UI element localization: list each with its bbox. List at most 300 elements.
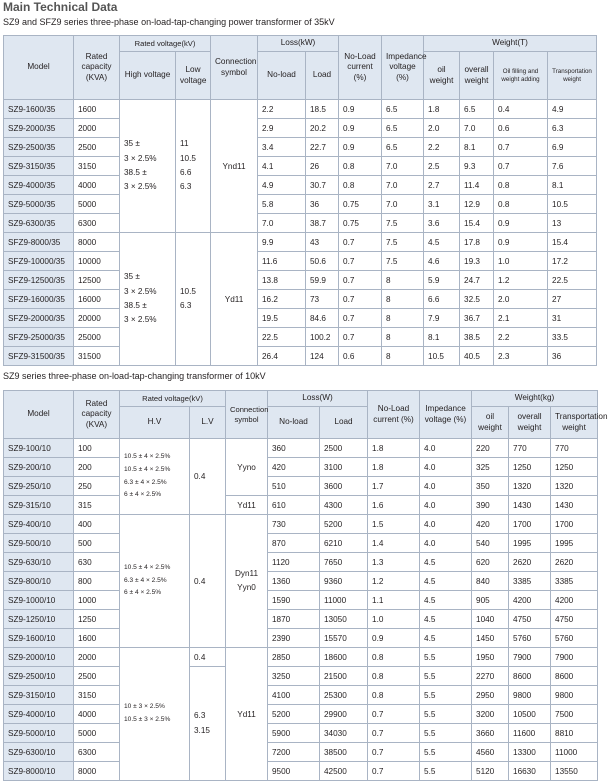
no-load-loss-cell: 2850 [268, 648, 320, 667]
impedance-voltage-cell: 4.5 [420, 591, 472, 610]
overall-weight-cell: 4200 [509, 591, 551, 610]
overall-weight-cell: 24.7 [460, 271, 494, 290]
load-loss-cell: 38500 [320, 743, 368, 762]
transport-weight-cell: 8810 [551, 724, 598, 743]
impedance-voltage-cell: 5.5 [420, 762, 472, 781]
cell-line: 6.6 [180, 168, 192, 177]
capacity-cell: 315 [74, 496, 120, 515]
transport-weight-cell: 770 [551, 439, 598, 458]
header-no-load: No-load [268, 407, 320, 439]
oil-filling-cell: 0.8 [494, 195, 548, 214]
oil-weight-cell: 1950 [472, 648, 509, 667]
table-row [4, 648, 598, 667]
model-cell: SZ9-315/10 [4, 496, 74, 515]
no-load-loss-cell: 730 [268, 515, 320, 534]
capacity-cell: 5000 [74, 724, 120, 743]
header-connection-symbol: Connection symbol [211, 36, 258, 100]
transport-weight-cell: 2620 [551, 553, 598, 572]
no-load-loss-cell: 9.9 [258, 233, 306, 252]
capacity-cell: 1600 [74, 629, 120, 648]
table-row [4, 252, 597, 271]
no-load-loss-cell: 26.4 [258, 347, 306, 366]
table-row [4, 477, 598, 496]
capacity-cell: 6300 [74, 214, 120, 233]
no-load-current-cell: 0.7 [339, 233, 382, 252]
overall-weight-cell: 12.9 [460, 195, 494, 214]
table1-caption: SZ9 and SFZ9 series three-phase on-load-tap-changing power transformer of 35kV [3, 17, 335, 27]
impedance-voltage-cell: 4.0 [420, 515, 472, 534]
capacity-cell: 4000 [74, 176, 120, 195]
model-cell: SZ9-400/10 [4, 515, 74, 534]
oil-weight-cell: 905 [472, 591, 509, 610]
header-transport-weight: Transportation weight [551, 407, 598, 439]
overall-weight-cell: 5760 [509, 629, 551, 648]
cell-line: 10.5 ± 4 × 2.5% [124, 564, 171, 572]
overall-weight-cell: 1320 [509, 477, 551, 496]
overall-weight-cell: 10500 [509, 705, 551, 724]
no-load-loss-cell: 2.9 [258, 119, 306, 138]
model-cell: SZ9-800/10 [4, 572, 74, 591]
no-load-loss-cell: 19.5 [258, 309, 306, 328]
oil-weight-cell: 2.5 [424, 157, 460, 176]
capacity-cell: 8000 [74, 233, 120, 252]
capacity-cell: 400 [74, 515, 120, 534]
no-load-current-cell: 0.8 [368, 667, 420, 686]
oil-weight-cell: 8.1 [424, 328, 460, 347]
transport-weight-cell: 7900 [551, 648, 598, 667]
model-cell: SZ9-3150/10 [4, 686, 74, 705]
table-row [4, 686, 598, 705]
overall-weight-cell: 9800 [509, 686, 551, 705]
impedance-voltage-cell: 4.0 [420, 477, 472, 496]
table-row [4, 572, 598, 591]
oil-weight-cell: 1450 [472, 629, 509, 648]
load-loss-cell: 30.7 [306, 176, 339, 195]
impedance-voltage-cell: 6.5 [382, 138, 424, 157]
table2-caption: SZ9 series three-phase on-load-tap-changing transformer of 10kV [3, 371, 266, 381]
no-load-current-cell: 0.8 [339, 157, 382, 176]
no-load-current-cell: 0.7 [368, 743, 420, 762]
no-load-loss-cell: 11.6 [258, 252, 306, 271]
connection-symbol-cell: Yd11 [226, 648, 268, 781]
oil-filling-cell: 2.3 [494, 347, 548, 366]
oil-weight-cell: 2270 [472, 667, 509, 686]
oil-filling-cell: 2.0 [494, 290, 548, 309]
cell-line: 6.3 [180, 301, 192, 310]
no-load-current-cell: 1.6 [368, 496, 420, 515]
table-row [4, 290, 597, 309]
no-load-current-cell: 0.7 [368, 762, 420, 781]
overall-weight-cell: 13300 [509, 743, 551, 762]
oil-weight-cell: 6.6 [424, 290, 460, 309]
impedance-voltage-cell: 6.5 [382, 100, 424, 119]
transport-weight-cell: 13 [548, 214, 597, 233]
load-loss-cell: 18.5 [306, 100, 339, 119]
cell-line: 6.3 ± 4 × 2.5% [124, 576, 167, 584]
table-row [4, 100, 597, 119]
no-load-loss-cell: 2390 [268, 629, 320, 648]
connection-symbol-cell: Yd11 [226, 496, 268, 515]
no-load-loss-cell: 7200 [268, 743, 320, 762]
transport-weight-cell: 4.9 [548, 100, 597, 119]
capacity-cell: 10000 [74, 252, 120, 271]
transport-weight-cell: 7500 [551, 705, 598, 724]
oil-weight-cell: 3200 [472, 705, 509, 724]
impedance-voltage-cell: 5.5 [420, 705, 472, 724]
model-cell: SFZ9-12500/35 [4, 271, 74, 290]
oil-filling-cell: 0.9 [494, 233, 548, 252]
capacity-cell: 20000 [74, 309, 120, 328]
capacity-cell: 3150 [74, 157, 120, 176]
transport-weight-cell: 1250 [551, 458, 598, 477]
capacity-cell: 1250 [74, 610, 120, 629]
oil-weight-cell: 3660 [472, 724, 509, 743]
model-cell: SZ9-100/10 [4, 439, 74, 458]
transport-weight-cell: 36 [548, 347, 597, 366]
impedance-voltage-cell: 7.0 [382, 176, 424, 195]
no-load-current-cell: 1.0 [368, 610, 420, 629]
load-loss-cell: 4300 [320, 496, 368, 515]
capacity-cell: 500 [74, 534, 120, 553]
capacity-cell: 4000 [74, 705, 120, 724]
no-load-current-cell: 1.2 [368, 572, 420, 591]
capacity-cell: 2500 [74, 667, 120, 686]
impedance-voltage-cell: 8 [382, 309, 424, 328]
load-loss-cell: 84.6 [306, 309, 339, 328]
table-row [4, 195, 597, 214]
oil-weight-cell: 620 [472, 553, 509, 572]
load-loss-cell: 50.6 [306, 252, 339, 271]
capacity-cell: 1600 [74, 100, 120, 119]
table-row [4, 458, 598, 477]
header-weight: Weight(kg) [472, 391, 598, 407]
no-load-current-cell: 1.8 [368, 439, 420, 458]
no-load-loss-cell: 7.0 [258, 214, 306, 233]
header-low-voltage: Low voltage [176, 52, 211, 100]
impedance-voltage-cell: 8 [382, 347, 424, 366]
oil-weight-cell: 325 [472, 458, 509, 477]
overall-weight-cell: 8600 [509, 667, 551, 686]
table-row [4, 667, 598, 686]
oil-weight-cell: 540 [472, 534, 509, 553]
impedance-voltage-cell: 5.5 [420, 686, 472, 705]
header-oil-filling: Oil filling and weight adding [494, 52, 548, 100]
impedance-voltage-cell: 4.5 [420, 610, 472, 629]
header-loss: Loss(kW) [258, 36, 339, 52]
oil-filling-cell: 0.8 [494, 176, 548, 195]
impedance-voltage-cell: 5.5 [420, 648, 472, 667]
table-row [4, 439, 598, 458]
oil-weight-cell: 2.2 [424, 138, 460, 157]
table-row [4, 515, 598, 534]
impedance-voltage-cell: 4.0 [420, 534, 472, 553]
connection-symbol-cell: Ynd11 [211, 100, 258, 233]
header-no-load-current: No-Load current (%) [339, 36, 382, 100]
header-weight: Weight(T) [424, 36, 597, 52]
oil-weight-cell: 220 [472, 439, 509, 458]
oil-filling-cell: 0.6 [494, 119, 548, 138]
table-35kv-transformers [3, 35, 597, 366]
impedance-voltage-cell: 4.0 [420, 458, 472, 477]
oil-weight-cell: 5.9 [424, 271, 460, 290]
load-loss-cell: 3600 [320, 477, 368, 496]
transport-weight-cell: 11000 [551, 743, 598, 762]
no-load-current-cell: 0.75 [339, 195, 382, 214]
cell-line: Dyn11 [234, 568, 259, 578]
model-cell: SZ9-1600/10 [4, 629, 74, 648]
model-cell: SZ9-1250/10 [4, 610, 74, 629]
transport-weight-cell: 31 [548, 309, 597, 328]
oil-weight-cell: 5120 [472, 762, 509, 781]
load-loss-cell: 20.2 [306, 119, 339, 138]
impedance-voltage-cell: 7.0 [382, 157, 424, 176]
table-10kv-transformers [3, 390, 608, 781]
impedance-voltage-cell: 5.5 [420, 724, 472, 743]
oil-weight-cell: 7.9 [424, 309, 460, 328]
transport-weight-cell: 1430 [551, 496, 598, 515]
table-row [4, 328, 597, 347]
cell-line: 38.5 ± [124, 168, 147, 177]
header-hv: H.V [120, 407, 190, 439]
overall-weight-cell: 9.3 [460, 157, 494, 176]
oil-weight-cell: 4.5 [424, 233, 460, 252]
cell-line: 10.5 [180, 286, 196, 296]
lv-cell: 0.4 [190, 515, 226, 648]
lv-cell [190, 667, 226, 781]
cell-line: 10.5 ± 4 × 2.5% [124, 465, 171, 473]
model-cell: SZ9-4000/35 [4, 176, 74, 195]
no-load-loss-cell: 4100 [268, 686, 320, 705]
oil-filling-cell: 1.2 [494, 271, 548, 290]
table-row [4, 347, 597, 366]
impedance-voltage-cell: 7.0 [382, 195, 424, 214]
table-row [4, 309, 597, 328]
no-load-current-cell: 0.9 [339, 119, 382, 138]
transport-weight-cell: 8600 [551, 667, 598, 686]
no-load-current-cell: 0.9 [339, 138, 382, 157]
hv-cell [120, 648, 190, 781]
no-load-current-cell: 1.1 [368, 591, 420, 610]
page-title: Main Technical Data [3, 0, 118, 14]
model-cell: SZ9-2500/10 [4, 667, 74, 686]
table-row [4, 743, 598, 762]
capacity-cell: 800 [74, 572, 120, 591]
capacity-cell: 100 [74, 439, 120, 458]
high-voltage-cell [120, 233, 176, 366]
table-row [4, 157, 597, 176]
capacity-cell: 3150 [74, 686, 120, 705]
oil-weight-cell: 350 [472, 477, 509, 496]
lv-cell: 0.4 [190, 648, 226, 667]
overall-weight-cell: 770 [509, 439, 551, 458]
high-voltage-cell [120, 100, 176, 233]
header-overall-weight: overall weight [509, 407, 551, 439]
cell-line: 10.5 [180, 153, 196, 163]
capacity-cell: 630 [74, 553, 120, 572]
transport-weight-cell: 13550 [551, 762, 598, 781]
no-load-current-cell: 0.75 [339, 214, 382, 233]
no-load-loss-cell: 4.1 [258, 157, 306, 176]
impedance-voltage-cell: 8 [382, 271, 424, 290]
capacity-cell: 2500 [74, 138, 120, 157]
no-load-loss-cell: 510 [268, 477, 320, 496]
oil-filling-cell: 0.9 [494, 214, 548, 233]
no-load-current-cell: 0.7 [339, 309, 382, 328]
table-row [4, 629, 598, 648]
header-lv: L.V [190, 407, 226, 439]
oil-weight-cell: 840 [472, 572, 509, 591]
oil-weight-cell: 420 [472, 515, 509, 534]
load-loss-cell: 18600 [320, 648, 368, 667]
no-load-loss-cell: 1590 [268, 591, 320, 610]
no-load-current-cell: 1.8 [368, 458, 420, 477]
oil-weight-cell: 1.8 [424, 100, 460, 119]
transport-weight-cell: 6.9 [548, 138, 597, 157]
load-loss-cell: 3100 [320, 458, 368, 477]
impedance-voltage-cell: 4.5 [420, 553, 472, 572]
impedance-voltage-cell: 6.5 [382, 119, 424, 138]
model-cell: SZ9-1000/10 [4, 591, 74, 610]
model-cell: SZ9-200/10 [4, 458, 74, 477]
model-cell: SZ9-6300/35 [4, 214, 74, 233]
transport-weight-cell: 8.1 [548, 176, 597, 195]
table-row [4, 176, 597, 195]
header-model: Model [4, 391, 74, 439]
header-oil-weight: oil weight [472, 407, 509, 439]
header-oil-weight: oil weight [424, 52, 460, 100]
load-loss-cell: 73 [306, 290, 339, 309]
cell-line: 6 ± 4 × 2.5% [124, 491, 162, 499]
transport-weight-cell: 6.3 [548, 119, 597, 138]
cell-line: Yyn0 [237, 583, 256, 592]
lv-cell: 0.4 [190, 439, 226, 515]
cell-line: 3 × 2.5% [124, 182, 157, 192]
capacity-cell: 2000 [74, 648, 120, 667]
model-cell: SFZ9-8000/35 [4, 233, 74, 252]
capacity-cell: 250 [74, 477, 120, 496]
overall-weight-cell: 19.3 [460, 252, 494, 271]
oil-weight-cell: 4.6 [424, 252, 460, 271]
header-loss: Loss(W) [268, 391, 368, 407]
no-load-loss-cell: 22.5 [258, 328, 306, 347]
capacity-cell: 8000 [74, 762, 120, 781]
load-loss-cell: 43 [306, 233, 339, 252]
no-load-current-cell: 1.3 [368, 553, 420, 572]
model-cell: SZ9-6300/10 [4, 743, 74, 762]
model-cell: SZ9-4000/10 [4, 705, 74, 724]
impedance-voltage-cell: 4.5 [420, 629, 472, 648]
model-cell: SZ9-8000/10 [4, 762, 74, 781]
capacity-cell: 6300 [74, 743, 120, 762]
oil-filling-cell: 0.7 [494, 157, 548, 176]
model-cell: SFZ9-10000/35 [4, 252, 74, 271]
cell-line: 3 × 2.5% [124, 153, 157, 163]
oil-filling-cell: 1.0 [494, 252, 548, 271]
cell-line: 35 ± [124, 272, 140, 282]
no-load-current-cell: 1.7 [368, 477, 420, 496]
oil-filling-cell: 0.7 [494, 138, 548, 157]
oil-weight-cell: 2.7 [424, 176, 460, 195]
impedance-voltage-cell: 5.5 [420, 743, 472, 762]
oil-weight-cell: 10.5 [424, 347, 460, 366]
table-row [4, 591, 598, 610]
no-load-loss-cell: 3.4 [258, 138, 306, 157]
transport-weight-cell: 22.5 [548, 271, 597, 290]
model-cell: SZ9-3150/35 [4, 157, 74, 176]
cell-line: 10.5 ± 3 × 2.5% [124, 716, 171, 723]
load-loss-cell: 15570 [320, 629, 368, 648]
transport-weight-cell: 27 [548, 290, 597, 309]
capacity-cell: 12500 [74, 271, 120, 290]
overall-weight-cell: 3385 [509, 572, 551, 591]
oil-weight-cell: 4560 [472, 743, 509, 762]
impedance-voltage-cell: 7.5 [382, 252, 424, 271]
oil-weight-cell: 3.1 [424, 195, 460, 214]
cell-line: 6 ± 4 × 2.5% [124, 589, 162, 597]
overall-weight-cell: 1250 [509, 458, 551, 477]
no-load-loss-cell: 13.8 [258, 271, 306, 290]
cell-line: 3.15 [194, 725, 210, 735]
overall-weight-cell: 36.7 [460, 309, 494, 328]
overall-weight-cell: 15.4 [460, 214, 494, 233]
transport-weight-cell: 4200 [551, 591, 598, 610]
no-load-loss-cell: 1360 [268, 572, 320, 591]
no-load-loss-cell: 870 [268, 534, 320, 553]
cell-line: 3 × 2.5% [124, 286, 157, 296]
oil-weight-cell: 3.6 [424, 214, 460, 233]
cell-line: 35 ± [124, 139, 140, 149]
hv-cell [120, 515, 190, 648]
overall-weight-cell: 8.1 [460, 138, 494, 157]
header-model: Model [4, 36, 74, 100]
oil-weight-cell: 2950 [472, 686, 509, 705]
load-loss-cell: 22.7 [306, 138, 339, 157]
model-cell: SFZ9-16000/35 [4, 290, 74, 309]
no-load-loss-cell: 9500 [268, 762, 320, 781]
load-loss-cell: 2500 [320, 439, 368, 458]
table-row [4, 119, 597, 138]
impedance-voltage-cell: 4.0 [420, 496, 472, 515]
no-load-current-cell: 0.8 [339, 176, 382, 195]
impedance-voltage-cell: 5.5 [420, 667, 472, 686]
oil-filling-cell: 2.2 [494, 328, 548, 347]
load-loss-cell: 59.9 [306, 271, 339, 290]
table-row [4, 214, 597, 233]
model-cell: SZ9-1600/35 [4, 100, 74, 119]
no-load-current-cell: 0.7 [339, 328, 382, 347]
no-load-loss-cell: 1120 [268, 553, 320, 572]
table-row [4, 610, 598, 629]
connection-symbol-cell [226, 515, 268, 648]
no-load-loss-cell: 5.8 [258, 195, 306, 214]
model-cell: SFZ9-31500/35 [4, 347, 74, 366]
impedance-voltage-cell: 4.5 [420, 572, 472, 591]
impedance-voltage-cell: 4.0 [420, 439, 472, 458]
transport-weight-cell: 9800 [551, 686, 598, 705]
table-row [4, 138, 597, 157]
hv-cell [120, 439, 190, 515]
cell-line: 3 × 2.5% [124, 315, 157, 325]
model-cell: SZ9-2500/35 [4, 138, 74, 157]
header-transport-weight: Transportation weight [548, 52, 597, 100]
no-load-loss-cell: 3250 [268, 667, 320, 686]
model-cell: SZ9-250/10 [4, 477, 74, 496]
no-load-current-cell: 0.6 [339, 347, 382, 366]
no-load-current-cell: 0.7 [339, 290, 382, 309]
no-load-loss-cell: 16.2 [258, 290, 306, 309]
load-loss-cell: 124 [306, 347, 339, 366]
no-load-loss-cell: 420 [268, 458, 320, 477]
